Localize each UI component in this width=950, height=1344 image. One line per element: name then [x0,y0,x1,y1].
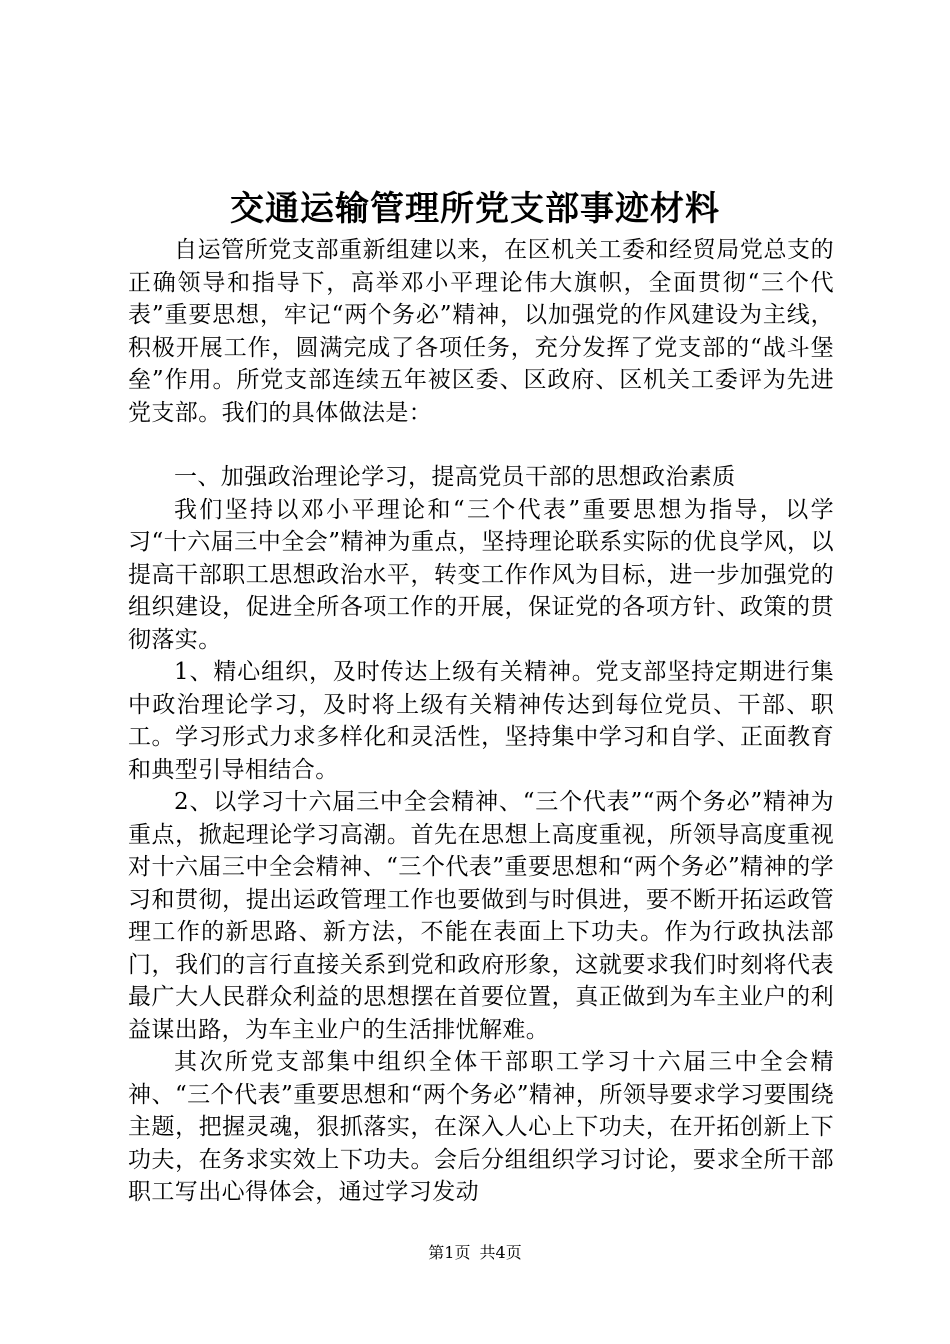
intro-paragraph: 自运管所党支部重新组建以来，在区机关工委和经贸局党总支的正确领导和指导下，高举邓小平理论伟大旗帜，全面贯彻“三个代表”重要思想，牢记“两个务必”精神，以加强党的作风建设为主线，积极开展工作，圆满完成了各项任务，充分发挥了党支部的“战斗堡垒”作用。所党支部连续五年被区委、区政府、区机关工委评为先进党支部。我们的具体做法是： [128,237,834,426]
section-heading-1: 一、加强政治理论学习，提高党员干部的思想政治素质 [174,464,736,490]
document-title: 交通运输管理所党支部事迹材料 [230,189,720,229]
total-pages: 共4页 [479,1243,522,1262]
body-paragraph: 1、精心组织，及时传达上级有关精神。党支部坚持定期进行集中政治理论学习，及时将上级有关精神传达到每位党员、干部、职工。学习形式力求多样化和灵活性，坚持集中学习和自学、正面教育和典型引导相结合。 [128,659,834,783]
document-body [128,234,834,1209]
body-paragraph: 其次所党支部集中组织全体干部职工学习十六届三中全会精神、“三个代表”重要思想和“两个务必”精神，所领导要求学习要围绕主题，把握灵魂，狠抓落实，在深入人心上下功夫，在开拓创新上下功夫，在务求实效上下功夫。会后分组组织学习讨论，要求全所干部职工写出心得体会，通过学习发动 [128,1049,834,1205]
page-footer [0,1242,950,1264]
body-paragraph: 我们坚持以邓小平理论和“三个代表”重要思想为指导，以学习“十六届三中全会”精神为重点，坚持理论联系实际的优良学风，以提高干部职工思想政治水平，转变工作作风为目标，进一步加强党的组织建设，促进全所各项工作的开展，保证党的各项方针、政策的贯彻落实。 [128,496,834,653]
body-paragraph: 2、以学习十六届三中全会精神、“三个代表”“两个务必”精神为重点，掀起理论学习高潮。首先在思想上高度重视，所领导高度重视对十六届三中全会精神、“三个代表”重要思想和“两个务必”精神的学习和贯彻，提出运政管理工作也要做到与时俱进，要不断开拓运政管理工作的新思路、新方法，不能在表面上下功夫。作为行政执法部门，我们的言行直接关系到党和政府形象，这就要求我们时刻将代表最广大人民群众利益的思想摆在首要位置，真正做到为车主业户的利益谋出路，为车主业户的生活排忧解难。 [128,789,834,1043]
page-number: 第1页 [428,1243,471,1262]
